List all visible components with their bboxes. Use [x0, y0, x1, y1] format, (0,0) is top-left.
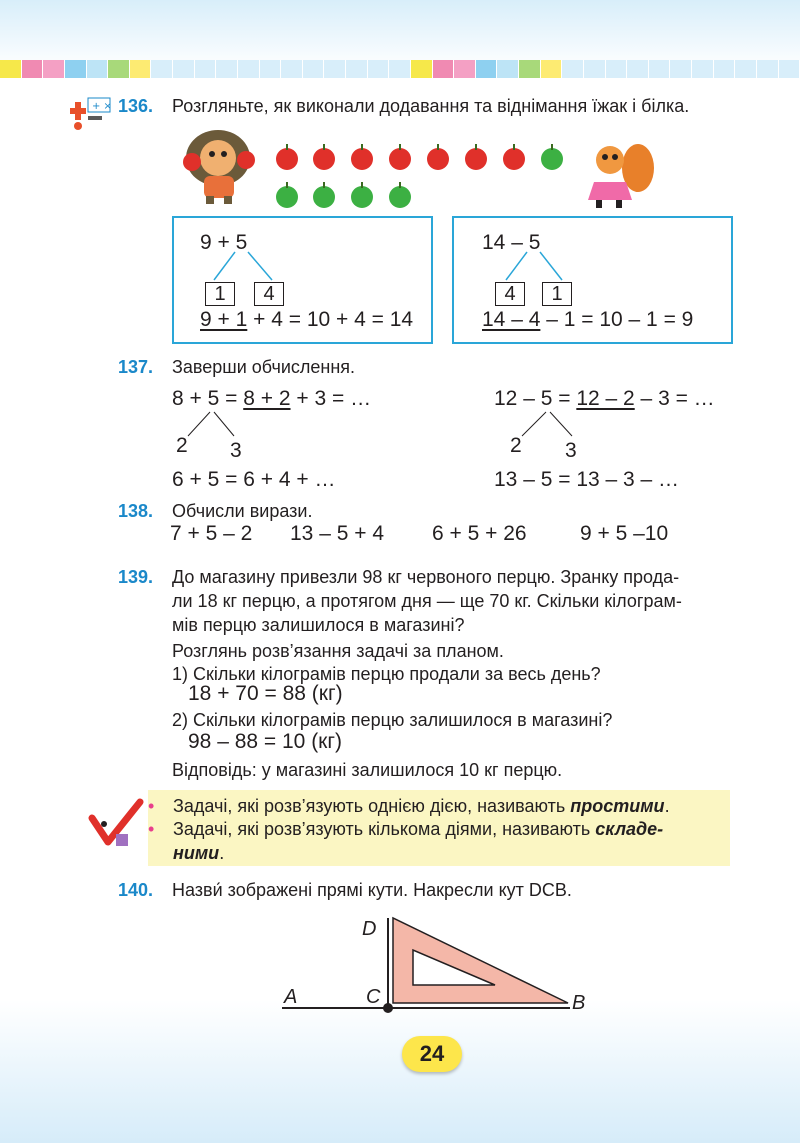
- rule-compound-tasks: Задачі, які розв’язують кількома діями, називають складе-: [173, 819, 664, 839]
- task-139-line1: До магазину привезли 98 кг червоного перцю. Зранку прода-: [172, 567, 680, 587]
- task-137-text: Заверши обчислення.: [172, 357, 356, 377]
- task-139-answer: Відповідь: у магазині залишилося 10 кг перцю.: [172, 760, 563, 780]
- addition-expression: 9 + 5: [200, 231, 248, 254]
- task-137-left-line1: 8 + 5 = 8 + 2 + 3 = …: [172, 387, 372, 410]
- expression-2: 13 – 5 + 4: [290, 522, 384, 545]
- label-B: B: [572, 992, 586, 1014]
- red-apple-icon: [276, 144, 298, 170]
- subtraction-expression: 14 – 5: [482, 231, 541, 254]
- green-apple-icon: [389, 182, 411, 208]
- task-138-text: Обчисли вирази.: [172, 501, 313, 521]
- red-apple-icon: [427, 144, 449, 170]
- task-137-left-line4: 6 + 5 = 6 + 4 + …: [172, 468, 336, 491]
- hedgehog-illustration: [180, 124, 260, 208]
- task-139-line3: мів перцю залишилося в магазині?: [172, 615, 465, 635]
- task-136-text: Розгляньте, як виконали додавання та віднімання їжак і білка.: [172, 96, 690, 116]
- expression-1: 7 + 5 – 2: [170, 522, 253, 545]
- apples-row: [270, 142, 570, 174]
- addition-solution: 9 + 1 + 4 = 10 + 4 = 14: [200, 308, 414, 331]
- split-box-4: 4: [495, 282, 525, 306]
- task-139-line2: ли 18 кг перцю, а протягом дня — ще 70 кг. Скільки кілограм-: [172, 591, 682, 611]
- split-box-1: 1: [205, 282, 235, 306]
- red-apple-icon: [465, 144, 487, 170]
- rule-compound-tasks-cont: ними.: [173, 843, 225, 863]
- task-137-right-3: 3: [565, 439, 577, 462]
- red-apple-icon: [313, 144, 335, 170]
- green-apples-row: [270, 180, 430, 212]
- task-140-text: Назви́ зображені прямі кути. Накресли кут DCB.: [172, 880, 572, 900]
- green-apple-icon: [541, 144, 563, 170]
- subtraction-solution: 14 – 4 – 1 = 10 – 1 = 9: [482, 308, 694, 331]
- bullet-icon: •: [148, 819, 155, 839]
- page-number: 24: [402, 1036, 462, 1072]
- task-138-number: 138.: [118, 501, 154, 521]
- split-box-1: 1: [542, 282, 572, 306]
- task-139-question-2: 2) Скільки кілограмів перцю залишилося в магазині?: [172, 710, 613, 730]
- task-137-right-line1: 12 – 5 = 12 – 2 – 3 = …: [494, 387, 715, 410]
- label-A: A: [284, 986, 298, 1008]
- expression-4: 9 + 5 –10: [580, 522, 669, 545]
- split-box-4: 4: [254, 282, 284, 306]
- task-139-solution-2: 98 – 88 = 10 (кг): [188, 730, 343, 753]
- task-139-plan-intro: Розглянь розв’язання задачі за планом.: [172, 641, 504, 661]
- green-apple-icon: [313, 182, 335, 208]
- red-apple-icon: [503, 144, 525, 170]
- task-139-question-1: 1) Скільки кілограмів перцю продали за весь день?: [172, 664, 601, 684]
- math-operations-icon: [66, 96, 116, 136]
- rule-simple-tasks: Задачі, які розв’язують однією дією, називають простими.: [173, 796, 670, 816]
- red-apple-icon: [351, 144, 373, 170]
- label-C: C: [366, 986, 381, 1008]
- red-apple-icon: [389, 144, 411, 170]
- right-angle-diagram: [280, 910, 600, 1020]
- expression-3: 6 + 5 + 26: [432, 522, 527, 545]
- squirrel-illustration: [574, 138, 658, 210]
- label-D: D: [362, 918, 377, 940]
- task-137-number: 137.: [118, 357, 154, 377]
- top-color-strip: [0, 60, 800, 78]
- task-137-right-line4: 13 – 5 = 13 – 3 – …: [494, 468, 680, 491]
- task-139-solution-1: 18 + 70 = 88 (кг): [188, 682, 343, 705]
- green-apple-icon: [351, 182, 373, 208]
- task-139-number: 139.: [118, 567, 154, 587]
- checkmark-character-icon: [86, 798, 146, 850]
- task-140-number: 140.: [118, 880, 154, 900]
- subtraction-split-lines: [482, 250, 582, 284]
- task-137-right-split: [494, 410, 594, 438]
- task-136-number: 136.: [118, 96, 154, 116]
- svg-text:+ ×: + ×: [92, 101, 112, 112]
- task-137-left-2: 2: [176, 434, 188, 457]
- addition-split-lines: [200, 250, 290, 284]
- green-apple-icon: [276, 182, 298, 208]
- task-137-left-3: 3: [230, 439, 242, 462]
- task-137-right-2: 2: [510, 434, 522, 457]
- bullet-icon: •: [148, 796, 155, 816]
